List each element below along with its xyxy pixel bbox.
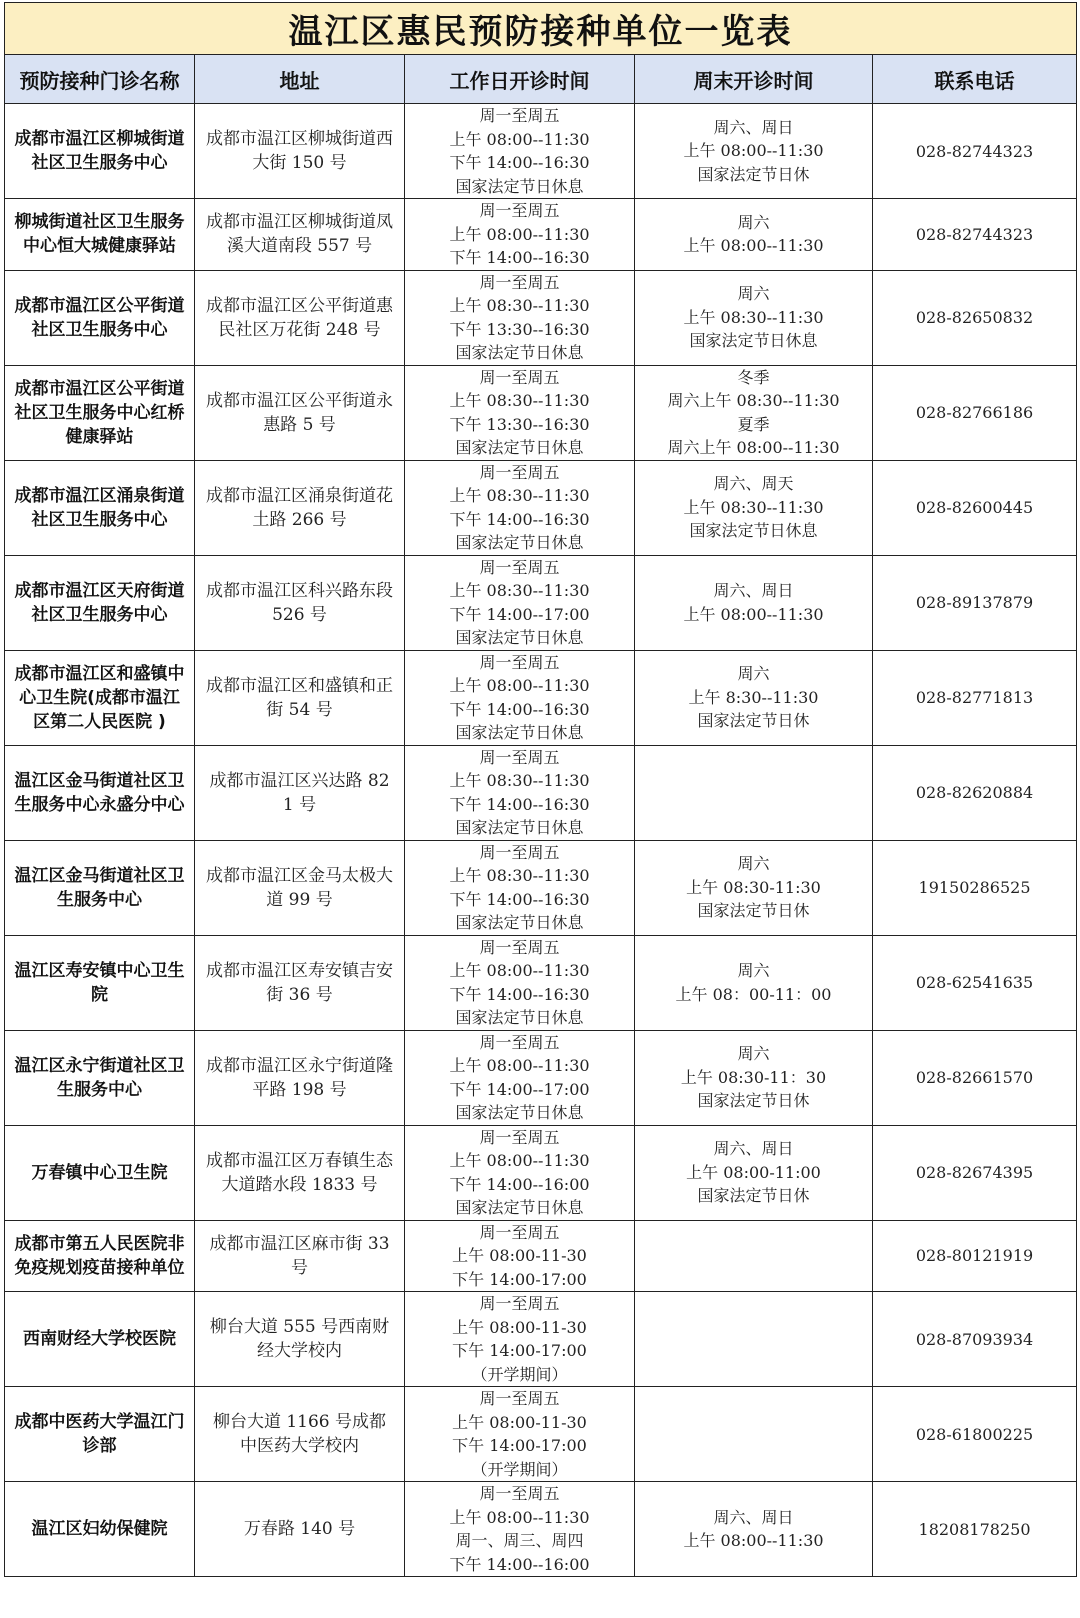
unit-name-cell: 西南财经大学校医院 [5, 1292, 195, 1387]
unit-name-cell: 成都中医药大学温江门诊部 [5, 1387, 195, 1482]
weekend-hours-cell [635, 365, 873, 460]
table-row [5, 365, 1077, 460]
weekday-hours-cell [405, 1125, 635, 1220]
hours-line: 夏季 [737, 414, 770, 434]
hours-line: 周六 [737, 212, 770, 232]
weekend-hours-cell [635, 270, 873, 365]
table-row [5, 1030, 1077, 1125]
unit-name-cell: 万春镇中心卫生院 [5, 1125, 195, 1220]
weekday-hours-cell [405, 1220, 635, 1292]
hours-line: 上午 08:00--11:30 [449, 676, 590, 695]
hours-line: 下午 14:00--16:00 [449, 1174, 590, 1194]
table-row [5, 270, 1077, 365]
hours-line: 上午 08:00--11:30 [683, 604, 824, 624]
table-row [5, 104, 1077, 199]
hours-line: 下午 14:00-17:00 [452, 1341, 587, 1360]
unit-name-cell: 成都市温江区涌泉街道社区卫生服务中心 [5, 460, 195, 555]
hours-line: 上午 08:00--11:30 [449, 1507, 590, 1527]
hours-line: 周一至周五 [479, 272, 560, 292]
phone-cell: 028-82620884 [873, 745, 1077, 840]
hours-line: 国家法定节日休息 [689, 521, 818, 541]
hours-line: 国家法定节日休息 [455, 343, 584, 362]
hours-line: 周一至周五 [479, 842, 560, 862]
weekday-hours-cell [405, 1030, 635, 1125]
table-row [5, 1387, 1077, 1482]
hours-line: 国家法定节日休息 [689, 331, 818, 351]
header-row [5, 55, 1077, 104]
hours-line: 上午 08：00-11：00 [675, 984, 832, 1004]
hours-line: 周一至周五 [479, 367, 560, 387]
hours-line: 上午 08:00--11:30 [449, 1151, 590, 1170]
table-row [5, 840, 1077, 935]
weekday-hours-cell [405, 935, 635, 1030]
address-cell: 成都市温江区涌泉街道花土路 266 号 [195, 460, 405, 555]
hours-line: 周六上午 08:00--11:30 [667, 438, 840, 457]
hours-line: 周一、周三、周四 [455, 1531, 584, 1550]
hours-line: 国家法定节日休 [697, 901, 810, 921]
weekday-hours-cell [405, 199, 635, 271]
hours-line: 周一至周五 [479, 747, 560, 767]
hours-line: 国家法定节日休息 [455, 1103, 584, 1122]
address-cell: 成都市温江区兴达路 821 号 [195, 745, 405, 840]
hours-line: 周一至周五 [479, 1294, 560, 1313]
document-title: 温江区惠民预防接种单位一览表 [5, 3, 1077, 55]
hours-line: 周一至周五 [479, 1032, 560, 1052]
unit-name-cell: 成都市温江区天府街道社区卫生服务中心 [5, 555, 195, 650]
address-cell: 成都市温江区公平街道永惠路 5 号 [195, 365, 405, 460]
hours-line: 周一至周五 [479, 652, 560, 672]
header-weekend-hours: 周末开诊时间 [635, 55, 873, 104]
header-weekday-hours: 工作日开诊时间 [405, 55, 635, 104]
hours-line: 国家法定节日休息 [455, 1198, 584, 1217]
hours-line: 上午 08:00--11:30 [683, 1531, 824, 1550]
hours-line: 国家法定节日休息 [455, 913, 584, 932]
hours-line: 上午 08:30--11:30 [683, 497, 824, 517]
hours-line: 下午 13:30--16:30 [449, 414, 590, 434]
phone-cell: 028-82600445 [873, 460, 1077, 555]
header-name: 预防接种门诊名称 [5, 55, 195, 104]
hours-line: 下午 14:00--16:30 [449, 699, 590, 719]
table-row [5, 555, 1077, 650]
weekday-hours-cell [405, 270, 635, 365]
hours-line: 上午 08:00-11-30 [452, 1246, 587, 1265]
hours-line: 上午 08:00--11:30 [449, 129, 590, 149]
hours-line: 周一至周五 [479, 1127, 560, 1147]
address-cell: 成都市温江区万春镇生态大道踏水段 1833 号 [195, 1125, 405, 1220]
hours-line: 下午 14:00--17:00 [449, 604, 590, 624]
hours-line: 周一至周五 [479, 937, 560, 957]
hours-line: 上午 08:00--11:30 [683, 141, 824, 161]
address-cell: 成都市温江区和盛镇和正街 54 号 [195, 650, 405, 745]
hours-line: 上午 08:30--11:30 [449, 866, 590, 885]
hours-line: 国家法定节日休息 [455, 818, 584, 837]
hours-line: 上午 08:30--11:30 [449, 581, 590, 600]
vaccination-units-table [4, 2, 1077, 1577]
hours-line: 国家法定节日休息 [455, 628, 584, 647]
unit-name-cell: 柳城街道社区卫生服务中心恒大城健康驿站 [5, 199, 195, 271]
phone-cell: 028-82661570 [873, 1030, 1077, 1125]
weekend-hours-cell [635, 1292, 873, 1387]
hours-line: 下午 14:00-17:00 [452, 1436, 587, 1455]
hours-line: 周六上午 08:30--11:30 [667, 391, 840, 410]
hours-line: 下午 14:00--16:30 [449, 889, 590, 909]
hours-line: 国家法定节日休息 [455, 176, 584, 196]
address-cell: 万春路 140 号 [195, 1482, 405, 1577]
address-cell: 成都市温江区柳城街道凤溪大道南段 557 号 [195, 199, 405, 271]
address-cell: 柳台大道 555 号西南财经大学校内 [195, 1292, 405, 1387]
address-cell: 柳台大道 1166 号成都中医药大学校内 [195, 1387, 405, 1482]
unit-name-cell: 成都市温江区柳城街道社区卫生服务中心 [5, 104, 195, 199]
phone-cell: 028-87093934 [873, 1292, 1077, 1387]
hours-line: 上午 08:00--11:30 [449, 961, 590, 980]
address-cell: 成都市温江区柳城街道西大街 150 号 [195, 104, 405, 199]
table-row [5, 1125, 1077, 1220]
hours-line: 上午 08:00--11:30 [449, 224, 590, 244]
address-cell: 成都市温江区公平街道惠民社区万花街 248 号 [195, 270, 405, 365]
weekday-hours-cell [405, 555, 635, 650]
weekend-hours-cell [635, 650, 873, 745]
unit-name-cell: 成都市温江区公平街道社区卫生服务中心红桥健康驿站 [5, 365, 195, 460]
hours-line: 周六、周日 [713, 581, 794, 600]
phone-cell: 19150286525 [873, 840, 1077, 935]
weekend-hours-cell [635, 1220, 873, 1292]
hours-line: 下午 14:00--17:00 [449, 1079, 590, 1099]
hours-line: 国家法定节日休息 [455, 723, 584, 742]
unit-name-cell: 温江区寿安镇中心卫生院 [5, 935, 195, 1030]
hours-line: 下午 14:00--16:00 [449, 1554, 590, 1574]
weekend-hours-cell [635, 1030, 873, 1125]
hours-line: 周六、周天 [713, 474, 794, 494]
table-row [5, 1482, 1077, 1577]
unit-name-cell: 温江区妇幼保健院 [5, 1482, 195, 1577]
hours-line: 下午 14:00--16:30 [449, 248, 590, 267]
table-row [5, 1220, 1077, 1292]
hours-line: 国家法定节日休息 [455, 1008, 584, 1027]
weekday-hours-cell [405, 104, 635, 199]
hours-line: 国家法定节日休 [697, 1186, 810, 1206]
table-body [5, 104, 1077, 1577]
address-cell: 成都市温江区金马太极大道 99 号 [195, 840, 405, 935]
weekday-hours-cell [405, 650, 635, 745]
weekday-hours-cell [405, 1387, 635, 1482]
hours-line: 周六、周日 [713, 1507, 794, 1527]
hours-line: 国家法定节日休 [697, 1091, 810, 1111]
hours-line: 上午 08:00--11:30 [449, 1056, 590, 1075]
table-row [5, 199, 1077, 271]
address-cell: 成都市温江区寿安镇吉安街 36 号 [195, 935, 405, 1030]
unit-name-cell: 成都市第五人民医院非免疫规划疫苗接种单位 [5, 1220, 195, 1292]
hours-line: 上午 08:30--11:30 [449, 296, 590, 315]
weekend-hours-cell [635, 1387, 873, 1482]
phone-cell: 028-82650832 [873, 270, 1077, 365]
weekend-hours-cell [635, 555, 873, 650]
document-page [4, 2, 1076, 1577]
hours-line: 周六 [737, 961, 770, 980]
hours-line: 上午 08:30--11:30 [449, 391, 590, 410]
unit-name-cell: 成都市温江区公平街道社区卫生服务中心 [5, 270, 195, 365]
weekday-hours-cell [405, 1482, 635, 1577]
hours-line: 下午 13:30--16:30 [449, 319, 590, 339]
phone-cell: 028-82771813 [873, 650, 1077, 745]
hours-line: 周六 [737, 1044, 770, 1064]
phone-cell: 18208178250 [873, 1482, 1077, 1577]
hours-line: 下午 14:00--16:30 [449, 984, 590, 1004]
hours-line: 上午 08:00-11-30 [452, 1412, 587, 1432]
table-row [5, 650, 1077, 745]
weekday-hours-cell [405, 840, 635, 935]
phone-cell: 028-82744323 [873, 199, 1077, 271]
unit-name-cell: 温江区永宁街道社区卫生服务中心 [5, 1030, 195, 1125]
address-cell: 成都市温江区麻市街 33 号 [195, 1220, 405, 1292]
unit-name-cell: 成都市温江区和盛镇中心卫生院(成都市温江区第二人民医院 ) [5, 650, 195, 745]
hours-line: （开学期间） [471, 1459, 568, 1479]
phone-cell: 028-62541635 [873, 935, 1077, 1030]
table-row [5, 1292, 1077, 1387]
header-address: 地址 [195, 55, 405, 104]
hours-line: 下午 14:00--16:30 [449, 153, 590, 172]
hours-line: 上午 08:30--11:30 [683, 307, 824, 327]
weekday-hours-cell [405, 745, 635, 840]
weekend-hours-cell [635, 745, 873, 840]
hours-line: 上午 08:00--11:30 [683, 236, 824, 256]
phone-cell: 028-89137879 [873, 555, 1077, 650]
unit-name-cell: 温江区金马街道社区卫生服务中心永盛分中心 [5, 745, 195, 840]
hours-line: 国家法定节日休 [697, 164, 810, 184]
hours-line: 周一至周五 [479, 1222, 560, 1242]
hours-line: 周六 [737, 284, 770, 304]
weekend-hours-cell [635, 460, 873, 555]
hours-line: 周六、周日 [713, 117, 794, 137]
weekend-hours-cell [635, 104, 873, 199]
phone-cell: 028-80121919 [873, 1220, 1077, 1292]
hours-line: 上午 08:30--11:30 [449, 771, 590, 790]
hours-line: 上午 08:00-11:00 [686, 1162, 821, 1182]
table-row [5, 460, 1077, 555]
hours-line: 下午 14:00-17:00 [452, 1269, 587, 1289]
hours-line: 上午 8:30--11:30 [688, 687, 819, 707]
hours-line: 上午 08:30-11：30 [680, 1067, 827, 1087]
hours-line: 周六、周日 [713, 1139, 794, 1159]
hours-line: 下午 14:00--16:30 [449, 794, 590, 814]
weekday-hours-cell [405, 1292, 635, 1387]
hours-line: 上午 08:30--11:30 [449, 486, 590, 505]
hours-line: 下午 14:00--16:30 [449, 509, 590, 529]
hours-line: 周一至周五 [479, 1389, 560, 1408]
table-row [5, 745, 1077, 840]
hours-line: 国家法定节日休息 [455, 533, 584, 552]
hours-line: 周一至周五 [479, 1484, 560, 1503]
hours-line: （开学期间） [471, 1364, 568, 1384]
weekend-hours-cell [635, 1482, 873, 1577]
phone-cell: 028-61800225 [873, 1387, 1077, 1482]
hours-line: 国家法定节日休息 [455, 438, 584, 457]
hours-line: 周六 [737, 854, 770, 874]
hours-line: 周六 [737, 664, 770, 684]
table-row [5, 935, 1077, 1030]
hours-line: 冬季 [737, 367, 770, 387]
hours-line: 周一至周五 [479, 201, 560, 220]
address-cell: 成都市温江区永宁街道隆平路 198 号 [195, 1030, 405, 1125]
weekday-hours-cell [405, 365, 635, 460]
unit-name-cell: 温江区金马街道社区卫生服务中心 [5, 840, 195, 935]
hours-line: 周一至周五 [479, 106, 560, 125]
hours-line: 国家法定节日休 [697, 711, 810, 731]
address-cell: 成都市温江区科兴路东段 526 号 [195, 555, 405, 650]
weekend-hours-cell [635, 1125, 873, 1220]
hours-line: 上午 08:30-11:30 [686, 877, 821, 897]
hours-line: 周一至周五 [479, 462, 560, 482]
hours-line: 周一至周五 [479, 557, 560, 577]
weekend-hours-cell [635, 199, 873, 271]
weekday-hours-cell [405, 460, 635, 555]
phone-cell: 028-82744323 [873, 104, 1077, 199]
header-phone: 联系电话 [873, 55, 1077, 104]
hours-line: 上午 08:00-11-30 [452, 1317, 587, 1337]
weekend-hours-cell [635, 840, 873, 935]
phone-cell: 028-82766186 [873, 365, 1077, 460]
phone-cell: 028-82674395 [873, 1125, 1077, 1220]
weekend-hours-cell [635, 935, 873, 1030]
